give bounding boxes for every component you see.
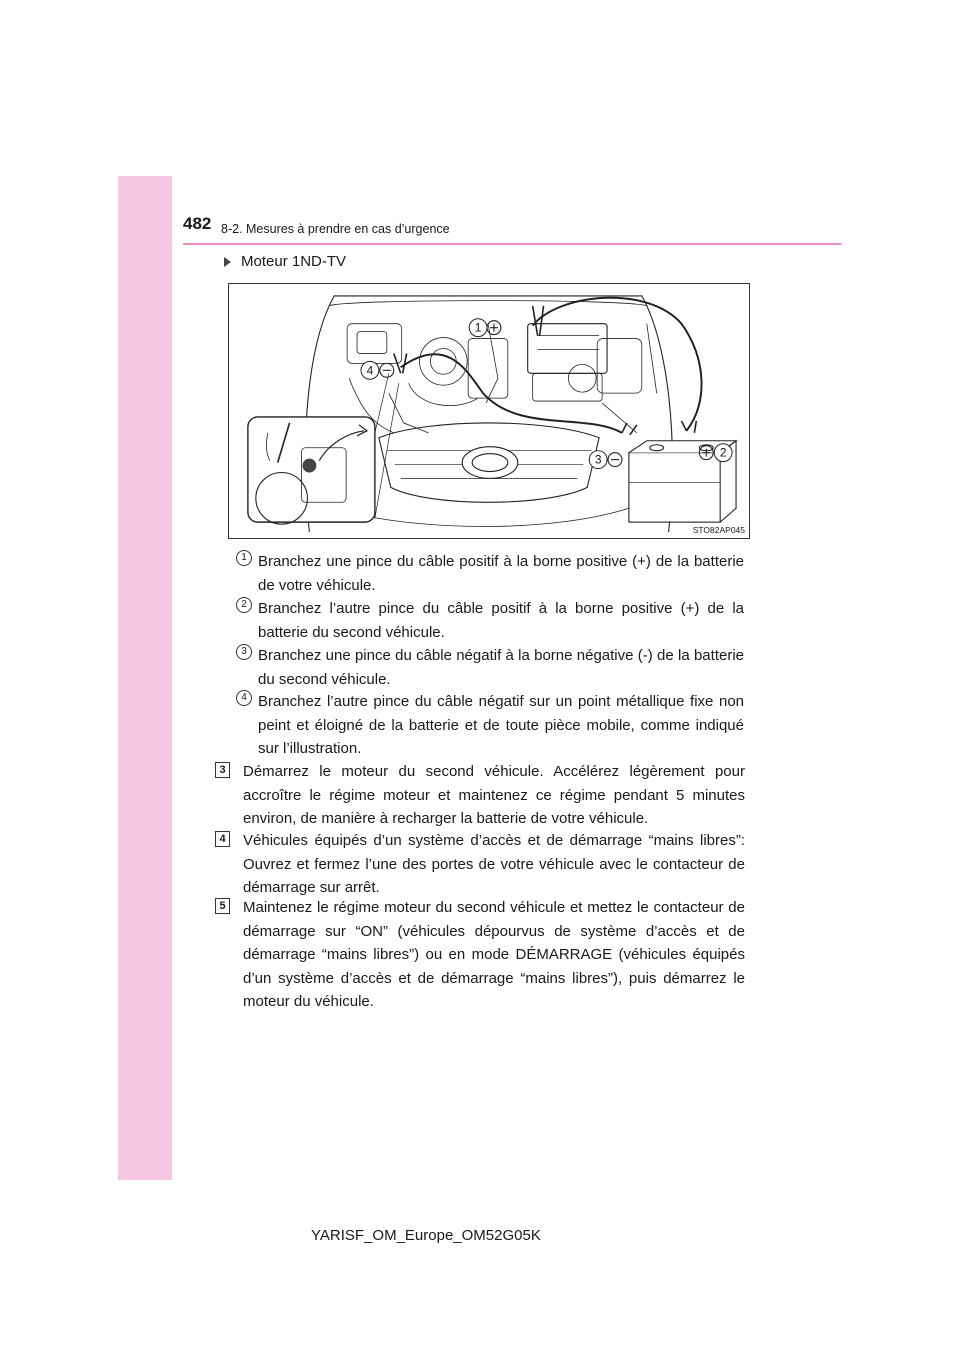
sub-heading-label: Moteur 1ND-TV [241,253,347,270]
step-text: Véhicules équipés d’un système d’accès et de démarrage “mains libres”: Ouvrez et fermez l’une des portes de votre véhicule avec le contacteur de démarrage sur arrêt. [243,832,745,896]
step-5 [215,896,745,1014]
step-number-box: 3 [215,762,230,778]
substep-4 [236,690,744,761]
figure-code: STO82AP045 [692,525,745,535]
substep-marker: 2 [236,597,252,613]
header-rule [183,243,841,245]
substep-text: Branchez l’autre pince du câble positif à la borne positive (+) de la batterie du second véhicule. [258,600,744,641]
callout-2-label: 2 [719,445,727,460]
document-footer: YARISF_OM_Europe_OM52G05K [311,1227,541,1244]
step-text: Démarrez le moteur du second véhicule. Accélérez légèrement pour accroître le régime moteur et maintenez ce régime pendant 5 minutes environ, de manière à recharger la batterie de votre véhicule. [243,763,745,827]
triangle-bullet-icon [224,257,231,267]
step-text: Maintenez le régime moteur du second véhicule et mettez le contacteur de démarrage sur “ON” (véhicules dépourvus de système d’accès et de démarrage “mains libres”) ou en mode DÉMARRAGE (véhicules équipés d’un système d’accès et de démarrage “mains libres”), puis démarrez le moteur du véhicule. [243,899,745,1010]
substep-text: Branchez une pince du câble positif à la borne positive (+) de la batterie de votre véhicule. [258,553,744,594]
step-number-box: 5 [215,898,230,914]
step-number-box: 4 [215,831,230,847]
engine-illustration [228,283,750,539]
substep-marker: 1 [236,550,252,566]
substep-marker: 3 [236,644,252,660]
substep-marker: 4 [236,690,252,706]
sub-heading [224,253,346,270]
substep-text: Branchez une pince du câble négatif à la borne négative (-) de la batterie du second véhicule. [258,647,744,688]
page-number: 482 [183,214,212,233]
section-title: 8-2. Mesures à prendre en cas d’urgence [221,222,450,236]
substep-1 [236,550,744,597]
chapter-sidebar-tab [118,176,172,1180]
callout-1-label: 1 [474,320,482,335]
step-4 [215,829,745,900]
callout-4-label: 4 [366,363,374,378]
step-3 [215,760,745,831]
substep-2 [236,597,744,644]
substep-3 [236,644,744,691]
substep-text: Branchez l’autre pince du câble négatif sur un point métallique fixe non peint et éloigné de la batterie et de toute pièce mobile, comme indiqué sur l’illustration. [258,693,744,757]
callout-3-label: 3 [594,452,602,467]
